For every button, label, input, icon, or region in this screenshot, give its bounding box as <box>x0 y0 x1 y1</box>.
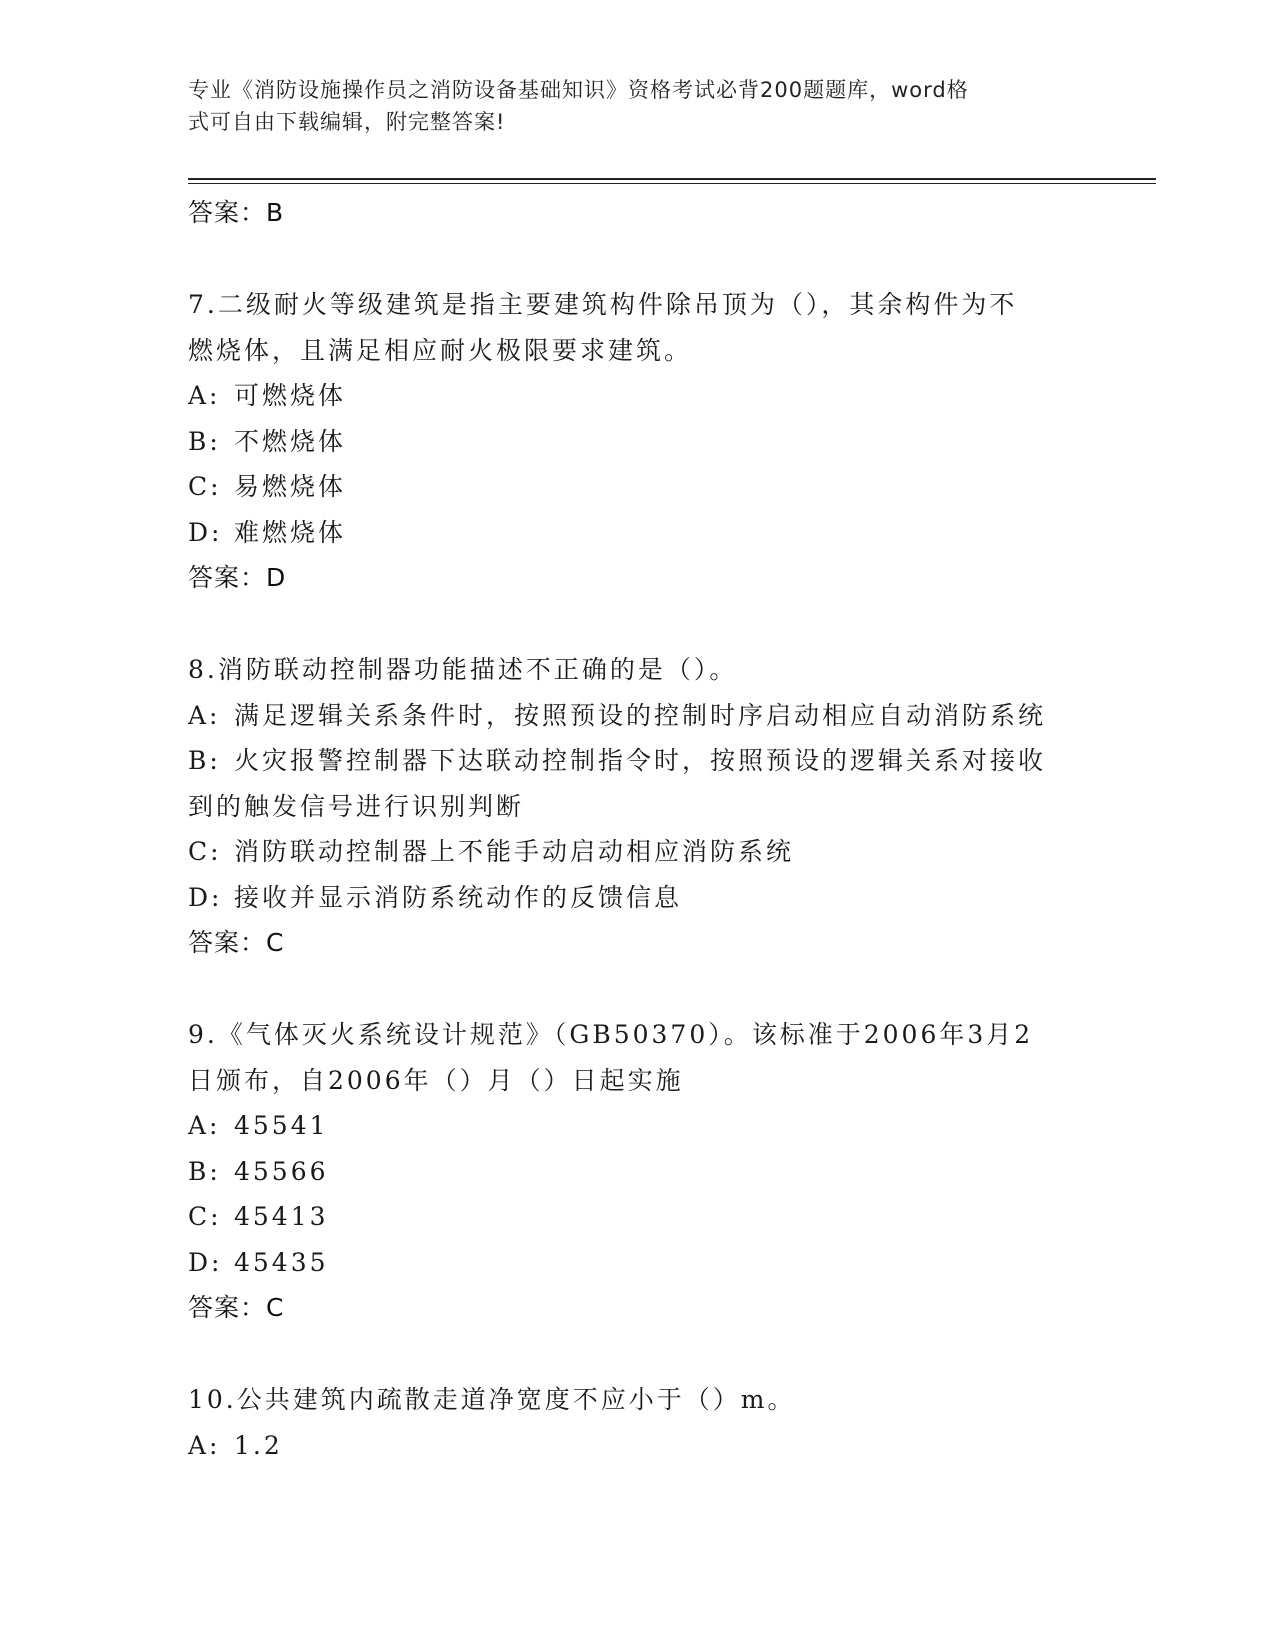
question-10 <box>188 1377 1088 1468</box>
option-letter: C: <box>188 472 222 501</box>
answer-previous: 答案：B <box>188 198 285 227</box>
option-d[interactable] <box>188 1240 1088 1286</box>
option-letter: C: <box>188 837 222 866</box>
option-text: 易燃烧体 <box>234 472 347 501</box>
option-text: 45541 <box>234 1111 329 1140</box>
question-text: 7.二级耐火等级建筑是指主要建筑构件除吊顶为（），其余构件为不 <box>188 290 1018 319</box>
answer-7: 答案：D <box>188 563 287 592</box>
question-text-cont: 日颁布，自2006年（）月（）日起实施 <box>188 1065 684 1095</box>
option-a[interactable] <box>188 373 1088 419</box>
option-letter: D: <box>188 517 223 547</box>
option-letter: A: <box>188 700 221 730</box>
option-letter: B: <box>188 1156 221 1186</box>
option-c[interactable] <box>188 1194 1088 1240</box>
option-b[interactable] <box>188 738 1088 784</box>
option-a[interactable] <box>188 1423 1088 1469</box>
option-letter: A: <box>188 1430 221 1460</box>
option-text: 火灾报警控制器下达联动控制指令时，按照预设的逻辑关系对接收 <box>234 746 1047 775</box>
question-list <box>188 190 1088 1468</box>
option-d[interactable] <box>188 510 1088 556</box>
option-letter: D: <box>188 882 223 912</box>
header-line-2: 式可自由下载编辑，附完整答案! <box>188 110 506 134</box>
option-text: 可燃烧体 <box>234 381 347 410</box>
option-text: 45413 <box>234 1202 329 1231</box>
answer-8: 答案：C <box>188 928 285 957</box>
option-letter: B: <box>188 426 221 456</box>
option-a[interactable] <box>188 1103 1088 1149</box>
option-text: 不燃烧体 <box>234 426 347 456</box>
option-letter: A: <box>188 1111 221 1140</box>
header-divider-thin <box>188 183 1156 184</box>
header-line-1: 专业《消防设施操作员之消防设备基础知识》资格考试必背200题题库，word格 <box>188 78 969 102</box>
option-text: 45435 <box>234 1247 329 1277</box>
option-c[interactable] <box>188 829 1088 875</box>
option-letter: B: <box>188 746 221 775</box>
question-text: 9.《气体灭火系统设计规范》（GB50370）。该标准于2006年3月2 <box>188 1020 1034 1049</box>
header-divider-thick <box>188 178 1156 180</box>
question-text: 8.消防联动控制器功能描述不正确的是（）。 <box>188 655 738 684</box>
option-letter: C: <box>188 1202 222 1231</box>
option-text: 1.2 <box>234 1430 283 1460</box>
option-d[interactable] <box>188 875 1088 921</box>
question-text-cont: 燃烧体，且满足相应耐火极限要求建筑。 <box>188 335 693 365</box>
option-text: 满足逻辑关系条件时，按照预设的控制时序启动相应自动消防系统 <box>234 700 1047 730</box>
option-c[interactable] <box>188 464 1088 510</box>
option-letter: A: <box>188 381 221 410</box>
option-text: 接收并显示消防系统动作的反馈信息 <box>234 882 683 912</box>
document-header <box>188 74 1078 138</box>
question-7 <box>188 282 1088 601</box>
option-text: 难燃烧体 <box>234 517 347 547</box>
option-a[interactable] <box>188 693 1088 739</box>
option-b[interactable] <box>188 1149 1088 1195</box>
question-8 <box>188 647 1088 966</box>
option-b-cont: 到的触发信号进行识别判断 <box>188 791 525 821</box>
option-text: 消防联动控制器上不能手动启动相应消防系统 <box>234 837 795 866</box>
answer-9: 答案：C <box>188 1293 285 1322</box>
option-letter: D: <box>188 1247 223 1277</box>
option-b[interactable] <box>188 419 1088 465</box>
question-9 <box>188 1012 1088 1331</box>
option-text: 45566 <box>234 1156 329 1186</box>
question-text: 10.公共建筑内疏散走道净宽度不应小于（）m。 <box>188 1385 796 1414</box>
